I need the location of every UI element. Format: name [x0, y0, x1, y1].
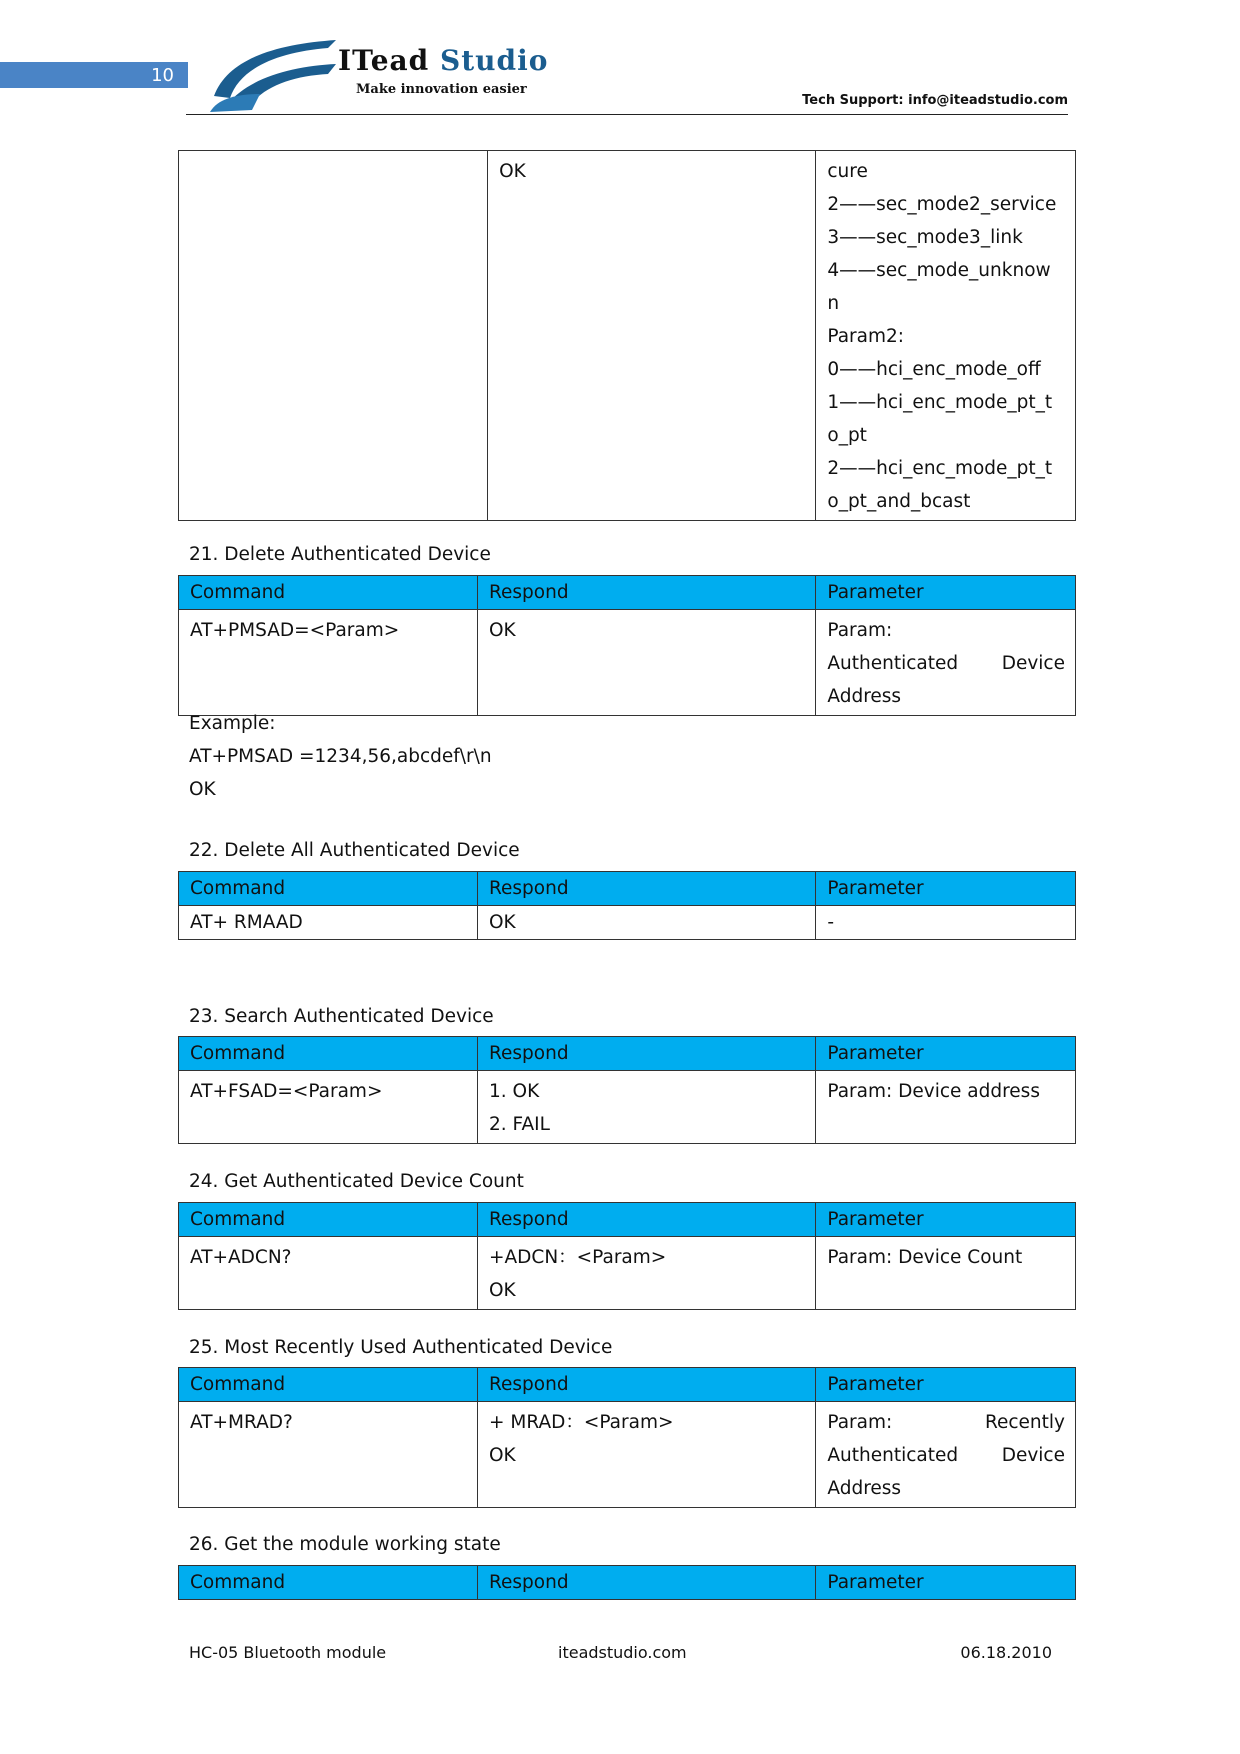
command-cell	[179, 151, 488, 521]
section-title: 22. Delete All Authenticated Device	[189, 840, 520, 861]
command-table	[178, 1367, 1076, 1508]
parameter-cell	[816, 610, 1076, 716]
respond-cell: OK	[478, 610, 816, 716]
param-word: Authenticated	[827, 1445, 959, 1466]
respond-line: +ADCN：<Param>	[489, 1247, 667, 1268]
respond-line: OK	[489, 1280, 516, 1301]
header-command: Command	[179, 1037, 478, 1071]
command-cell: AT+FSAD=<Param>	[179, 1071, 478, 1144]
table-row	[179, 906, 1076, 940]
param-line: Address	[827, 686, 902, 707]
param-line	[827, 1406, 1065, 1439]
header-respond: Respond	[478, 872, 816, 906]
brand-logo	[208, 38, 608, 112]
respond-cell	[478, 1237, 816, 1310]
respond-cell: OK	[488, 151, 816, 521]
tech-support: Tech Support: info@iteadstudio.com	[802, 93, 1068, 108]
header-parameter: Parameter	[816, 576, 1076, 610]
parameter-cell: Param: Device Count	[816, 1237, 1076, 1310]
param-word: Device	[1001, 653, 1065, 674]
respond-line: + MRAD：<Param>	[489, 1412, 674, 1433]
table-row	[179, 1237, 1076, 1310]
param-line: Address	[827, 1478, 902, 1499]
command-table	[178, 1036, 1076, 1144]
param-line: 2——sec_mode2_service	[827, 194, 1057, 215]
table-header	[179, 1566, 1076, 1600]
param-line: 0——hci_enc_mode_off	[827, 359, 1041, 380]
brand-name	[338, 44, 548, 77]
table-header	[179, 1368, 1076, 1402]
header-divider	[186, 114, 1068, 115]
table-header	[179, 872, 1076, 906]
header-respond: Respond	[478, 1566, 816, 1600]
footer-product: HC-05 Bluetooth module	[189, 1643, 387, 1662]
section-title: 23. Search Authenticated Device	[189, 1006, 494, 1027]
param-line: 2——hci_enc_mode_pt_t	[827, 458, 1053, 479]
header-command: Command	[179, 872, 478, 906]
table-row	[179, 1402, 1076, 1508]
section-title: 25. Most Recently Used Authenticated Device	[189, 1337, 613, 1358]
command-table	[178, 871, 1076, 940]
logo-swoosh-icon	[208, 38, 338, 112]
table-header	[179, 1203, 1076, 1237]
respond-line: 1. OK	[489, 1081, 540, 1102]
command-cell: AT+ADCN?	[179, 1237, 478, 1310]
header-parameter: Parameter	[816, 872, 1076, 906]
command-cell: AT+MRAD?	[179, 1402, 478, 1508]
header-command: Command	[179, 1566, 478, 1600]
table-header	[179, 1037, 1076, 1071]
param-line	[827, 1439, 1065, 1472]
header-respond: Respond	[478, 1368, 816, 1402]
parameter-cell: -	[816, 906, 1076, 940]
command-table	[178, 1202, 1076, 1310]
param-line: o_pt_and_bcast	[827, 491, 971, 512]
param-line: 3——sec_mode3_link	[827, 227, 1023, 248]
table-row	[179, 610, 1076, 716]
command-cell: AT+ RMAAD	[179, 906, 478, 940]
header-parameter: Parameter	[816, 1037, 1076, 1071]
respond-cell: OK	[478, 906, 816, 940]
page-number: 10	[0, 62, 188, 88]
command-cell: AT+PMSAD=<Param>	[179, 610, 478, 716]
example-label: Example:	[189, 713, 276, 734]
param-line: o_pt	[827, 425, 867, 446]
header-command: Command	[179, 576, 478, 610]
respond-cell	[478, 1402, 816, 1508]
param-word: Authenticated	[827, 653, 959, 674]
parameter-cell	[816, 151, 1076, 521]
example-response: OK	[189, 779, 216, 800]
header-respond: Respond	[478, 1203, 816, 1237]
table-row	[179, 151, 1076, 521]
param-word: Param:	[827, 1412, 893, 1433]
header-parameter: Parameter	[816, 1368, 1076, 1402]
header-command: Command	[179, 1368, 478, 1402]
footer-website: iteadstudio.com	[558, 1643, 687, 1662]
section-title: 21. Delete Authenticated Device	[189, 544, 491, 565]
header-parameter: Parameter	[816, 1566, 1076, 1600]
command-table	[178, 1565, 1076, 1600]
header-respond: Respond	[478, 1037, 816, 1071]
command-table	[178, 575, 1076, 716]
header-respond: Respond	[478, 576, 816, 610]
section-title: 26. Get the module working state	[189, 1534, 501, 1555]
table-row	[179, 1071, 1076, 1144]
respond-line: 2. FAIL	[489, 1114, 550, 1135]
param-line: Param:	[827, 620, 893, 641]
respond-line: OK	[489, 1445, 516, 1466]
param-word: Recently	[984, 1412, 1065, 1433]
footer-date: 06.18.2010	[960, 1643, 1052, 1662]
table-header	[179, 576, 1076, 610]
continuation-table	[178, 150, 1076, 521]
header-parameter: Parameter	[816, 1203, 1076, 1237]
brand-tagline: Make innovation easier	[356, 82, 527, 97]
parameter-cell: Param: Device address	[816, 1071, 1076, 1144]
brand-name-part1: ITead	[338, 44, 430, 77]
param-line: n	[827, 293, 840, 314]
param-word: Device	[1001, 1445, 1065, 1466]
parameter-cell	[816, 1402, 1076, 1508]
param-line: 4——sec_mode_unknow	[827, 260, 1051, 281]
section-title: 24. Get Authenticated Device Count	[189, 1171, 524, 1192]
param-line	[827, 647, 1065, 680]
respond-cell	[478, 1071, 816, 1144]
param-line: 1——hci_enc_mode_pt_t	[827, 392, 1053, 413]
example-command: AT+PMSAD =1234,56,abcdef\r\n	[189, 746, 492, 767]
header-command: Command	[179, 1203, 478, 1237]
param-line: cure	[827, 161, 868, 182]
param-line: Param2:	[827, 326, 905, 347]
brand-name-part2: Studio	[440, 44, 549, 77]
